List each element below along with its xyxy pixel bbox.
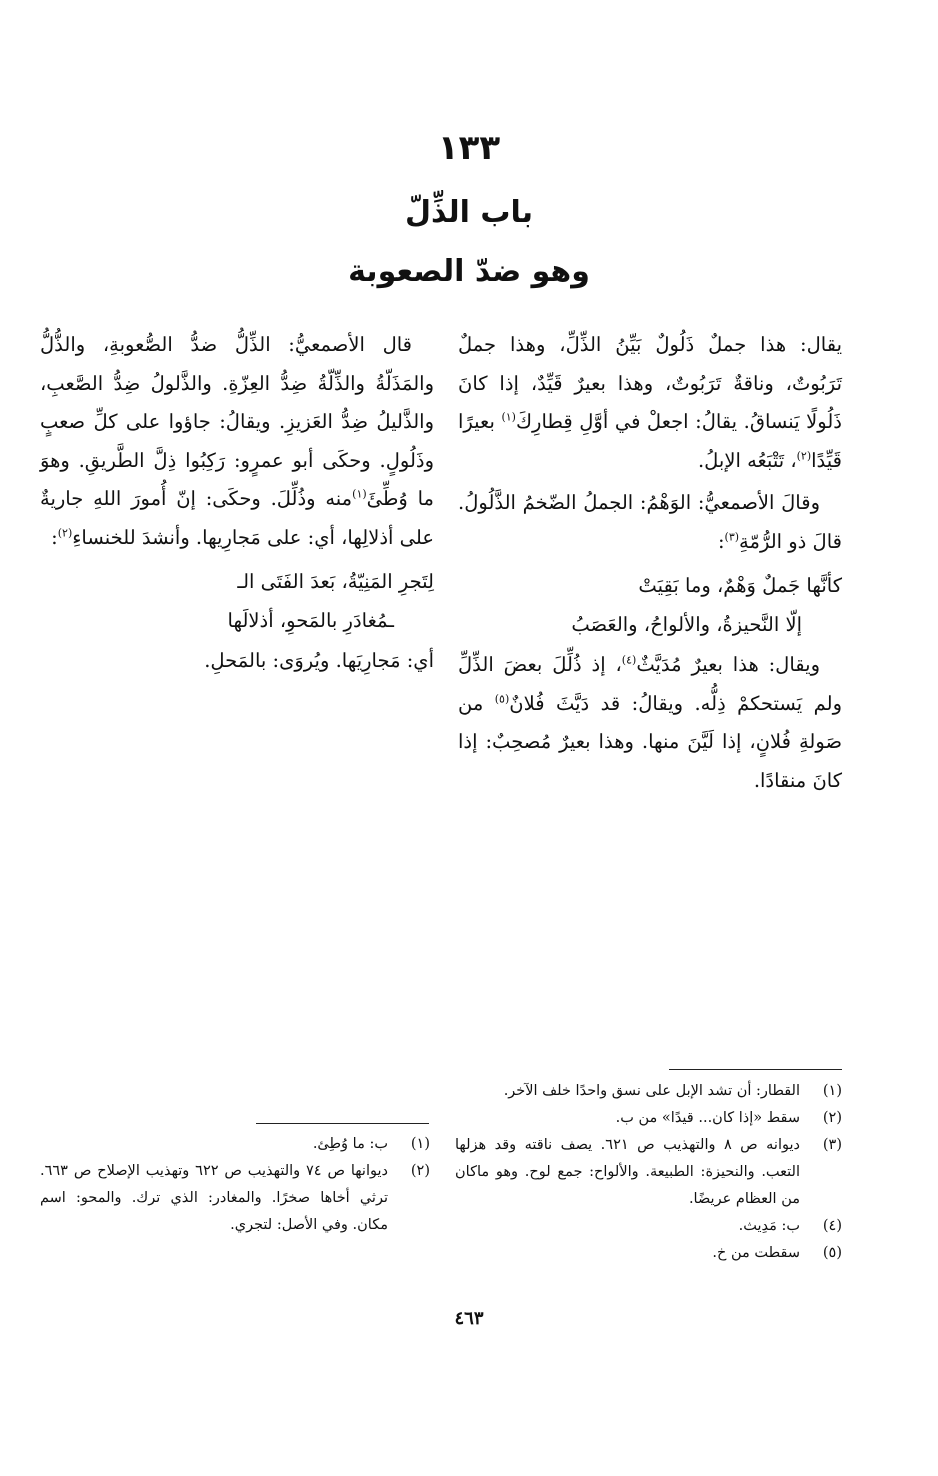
verse-hemistich-2: إلّا النَّحيزةُ، والألواحُ، والعَصَبُ <box>571 612 802 636</box>
text-run: وقالَ الأصمعيُّ: الوَهْمُ: الجملُ الضّخمُ الذَّلُولُ. قالَ ذو الرُّمّةِ <box>458 491 842 553</box>
poem-verse <box>458 567 842 644</box>
chapter-subtitle: وهو ضدّ الصعوبة <box>348 254 590 289</box>
right-paragraph-3 <box>458 646 842 800</box>
left-paragraph-1 <box>40 326 434 557</box>
footnote-ref: (٤) <box>621 653 637 667</box>
footnote-ref: (٥) <box>494 692 510 705</box>
footnote-number: (٢) <box>410 1163 430 1179</box>
footnote-ref: (٣) <box>724 530 740 543</box>
verse-hemistich-2: ـمُغادَرِ بالمَحوِ، أذلالَها <box>227 608 394 632</box>
footnote-ref: (١) <box>352 487 367 501</box>
left-column <box>40 326 434 681</box>
text-run: منه وذُلِّلَ. وحكَى: إنّ أُمورَ اللهِ جاريةٌ على أذلالِها، أي: على مَجارِيها. وأنشدَ للخنساءِ <box>40 487 434 549</box>
footnote-text: ديوانه ص ٨ والتهذيب ص ٦٢١. يصف ناقته وقد هزلها التعب. والنحيزة: الطبيعة. والألواح: جمع لوح. وهو ماكان من العظام عريضًا. <box>455 1137 800 1207</box>
footnote-number: (٢) <box>822 1110 842 1126</box>
footnote-text: سقط «إذا كان... قيدًا» من ب. <box>615 1110 800 1126</box>
footnote-item <box>455 1078 842 1105</box>
right-paragraph-1 <box>458 326 842 480</box>
footnote-item <box>455 1105 842 1132</box>
chapter-title: باب الذِّلّ <box>404 195 534 230</box>
verse-hemistich-1: كأنَّها جَملٌ وَهْمٌ، وما بَقِيَتْ <box>638 574 842 597</box>
footnote-text: ديوانها ص ٧٤ والتهذيب ص ٦٢٢ وتهذيب الإصلاح ص ٦٦٣. ترثي أخاها صخرًا. والمغادر: الذي ترك. والمحو: اسم مكان. وفي الأصل: لتجري. <box>40 1163 388 1233</box>
footnote-number: (٤) <box>822 1218 842 1234</box>
footnote-number: (١) <box>410 1136 430 1152</box>
left-paragraph-2: أي: مَجارِيَها. ويُروَى: بالمَحلِ. <box>204 649 434 672</box>
verse-hemistich-1: لِتَجرِ المَنِيّةُ، بَعدَ الفَتَى الـ <box>237 570 434 593</box>
text-run: قال الأصمعيُّ: الذِّلُّ ضدُّ الصُّعوبةِ، والذُّلُّ والمَذَلّةُ والذِّلّةُ ضِدُّ العِزّةِ. والذَّلولُ ضِدُّ الصَّعبِ، والذَّليلُ ضِدُّ العَزيزِ. ويقالُ: جاؤوا على كلِّ صعبٍ وذَلُولٍ. وحكَى أبو عمرٍو: رَكِبُوا ذِلَّ الطَّريقِ. وهوَ ما وُطِّئَ <box>40 333 435 510</box>
footnote-ref: (٢) <box>57 526 73 539</box>
footnotes-left <box>40 1131 430 1239</box>
footnote-number: (٣) <box>822 1137 842 1153</box>
text-run: ، إذ ذُلِّلَ بعضَ الذِّلِّ ولم يَستحكمْ ذِلُّه. ويقالُ: قد دَيَّثَ فُلانٌ <box>458 653 842 715</box>
text-run: يقال: هذا جملٌ ذَلُولٌ بَيِّنُ الذِّلِّ، وهذا جملٌ تَرَبُوتٌ، وناقةٌ تَرَبُوتٌ، وهذا بعيرٌ قَيِّدٌ، إذا كانَ ذَلُولًا يَنساقُ. يقالُ: اجعلْ في أوَّلِ قِطارِكَ <box>458 333 842 433</box>
footnote-ref: (١) <box>501 410 516 424</box>
footnote-number: (١) <box>822 1083 842 1099</box>
right-column <box>458 326 842 800</box>
text-run: ، تَتْبَعُه الإبلُ. <box>697 448 797 472</box>
text-run: : <box>717 529 725 553</box>
footnote-item <box>455 1132 842 1213</box>
footnote-ref: (٢) <box>796 449 812 462</box>
footnote-item <box>40 1131 430 1158</box>
text-run: من صَولةِ فُلانٍ، إذا لَيَّنَ منها. وهذا بعيرٌ مُصحِبٌ: إذا كانَ منقادًا. <box>458 691 842 792</box>
footnote-separator <box>669 1069 842 1070</box>
page-number: ٤٦٣ <box>454 1308 484 1329</box>
footnote-item <box>455 1213 842 1240</box>
footnote-text: ب: ما وُطِئ. <box>312 1136 388 1152</box>
text-run: ويقال: هذا بعيرٌ مُدَيَّثٌ <box>636 653 821 676</box>
footnotes-right <box>455 1078 842 1267</box>
footnote-item <box>455 1240 842 1267</box>
chapter-number: ١٣٣ <box>437 128 501 168</box>
footnote-number: (٥) <box>822 1245 842 1261</box>
footnote-text: القطار: أن تشد الإبل على نسق واحدًا خلف الآخر. <box>503 1083 800 1099</box>
right-paragraph-2 <box>458 484 842 561</box>
text-run: بعيرًا قَيِّدًا <box>458 410 842 472</box>
footnote-text: سقطت من خ. <box>712 1245 800 1261</box>
poem-verse <box>40 563 434 640</box>
text-run: : <box>51 525 58 549</box>
footnote-item <box>40 1158 430 1239</box>
footnote-text: ب: مَدِيث. <box>738 1218 800 1234</box>
footnote-separator <box>256 1123 429 1124</box>
